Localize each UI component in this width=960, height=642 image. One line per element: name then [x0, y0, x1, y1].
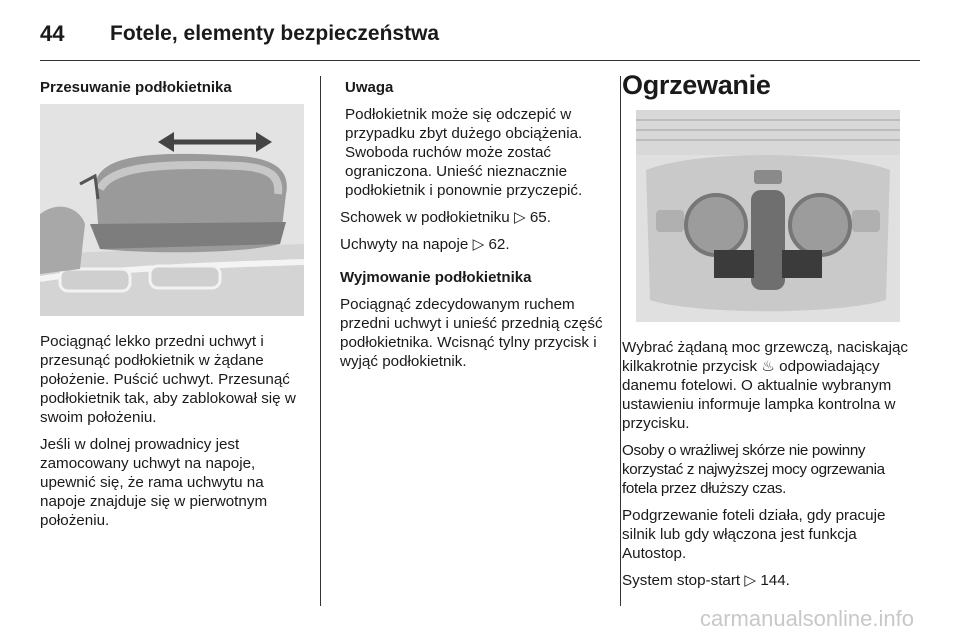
note-title: Uwaga [345, 79, 394, 96]
reference-line: Schowek w podłokietniku ▷ 65. [340, 208, 551, 226]
arrow-reference-icon: ▷ [744, 571, 757, 589]
paragraph: Podgrzewanie foteli działa, gdy pracuje silnik lub gdy włączona jest funkcja Autostop. [622, 507, 886, 562]
armrest-illustration [40, 104, 304, 316]
arrow-reference-icon: ▷ [513, 208, 526, 226]
paragraph: Wybrać żądaną moc grzewczą, naciskając kilkakrotnie przycisk ♨ odpowiadający danemu fotelowi. O aktualnie wybranym ustawieniu informuje lampka kontrolna w przycisku. [622, 339, 909, 432]
watermark: carmanualsonline.info [699, 606, 914, 631]
note-text: Podłokietnik może się odczepić w przypadku zbyt dużego obciążenia. Swoboda ruchów może zostać ograniczona. Unieść nieznacznie podłokietnik i ponownie przyczepić. [345, 106, 583, 199]
reference-line: Uchwyty na napoje ▷ 62. [340, 235, 510, 253]
note-box [340, 78, 608, 200]
column-divider-2 [620, 76, 621, 606]
page-title: Fotele, elementy bezpieczeństwa [110, 22, 440, 45]
subheading: Wyjmowanie podłokietnika [340, 269, 532, 286]
left-text [40, 332, 310, 538]
middle-column [340, 78, 608, 379]
right-text [622, 338, 914, 598]
climate-control-illustration [636, 110, 900, 322]
seat-heating-icon: ♨ [761, 357, 775, 375]
right-column [622, 70, 912, 103]
page-number: 44 [40, 21, 65, 46]
section-heading: Ogrzewanie [622, 70, 771, 100]
column-divider-1 [320, 76, 321, 606]
paragraph: Osoby o wrażliwej skórze nie powinny korzystać z najwyższej mocy ogrzewania fotela przez dłuższy czas. [622, 442, 885, 497]
left-column [40, 78, 308, 105]
paragraph: Pociągnąć zdecydowanym ruchem przedni uchwyt i unieść przednią część podłokietnika. Wcisnąć tylny przycisk i wyjąć podłokietnik. [340, 296, 603, 370]
arrow-reference-icon: ▷ [472, 235, 485, 253]
paragraph: Jeśli w dolnej prowadnicy jest zamocowany uchwyt na napoje, upewnić się, że rama uchwytu na napoje znajduje się w pierwotnym położeniu. [40, 436, 268, 529]
paragraph: Pociągnąć lekko przedni uchwyt i przesunąć podłokietnik w żądane położenie. Puścić uchwyt. Przesunąć podłokietnik tak, aby zablokował się w swoim położeniu. [40, 333, 296, 426]
header-rule [40, 60, 920, 61]
reference-line: System stop-start ▷ 144. [622, 571, 790, 589]
section-heading: Przesuwanie podłokietnika [40, 79, 232, 96]
page-header [40, 14, 439, 54]
